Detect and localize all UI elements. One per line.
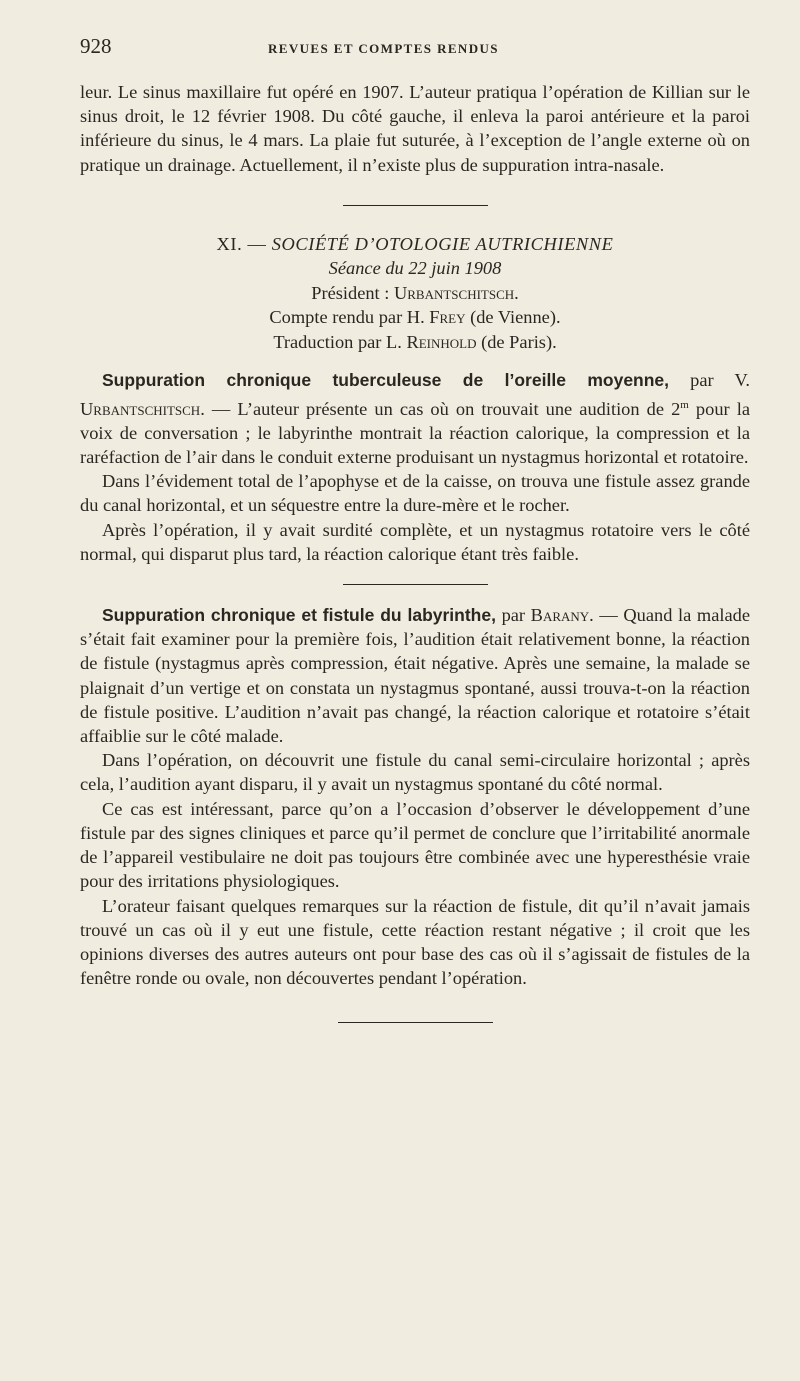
article1-p1-sup: m bbox=[680, 398, 689, 411]
article1-p1-end: pour la voix de conversation ; le labyrinthe montrait la réaction calorique, la compression et la raréfaction de l’air dans le conduit externe produisant un nystagmus horizontal et rotatoire. bbox=[80, 398, 750, 468]
compte-rendu-name: Frey bbox=[429, 307, 466, 328]
seance-date: Séance du 22 juin 1908 bbox=[328, 258, 502, 279]
article2-paragraph-1 bbox=[80, 603, 750, 748]
article1-by: par V. bbox=[669, 370, 750, 391]
section-divider bbox=[343, 205, 488, 206]
article2-paragraph-4: L’orateur faisant quelques remarques sur la réaction de fistule, dit qu’il n’avait jamais trouvé un cas où il y eut une fistule, cette réaction restant négative ; il croit que les opinions diverses des autres auteurs ont pour base des cas où il s’agissait de fistules de la fenêtre ronde ou ovale, non découvertes pendant l’opération. bbox=[80, 895, 750, 989]
traduction-name: Reinhold bbox=[406, 331, 477, 352]
article1-paragraph-2: Dans l’évidement total de l’apophyse et de la caisse, on trouva une fistule assez grande du canal horizontal, et un séquestre entre la dure-mère et le rocher. bbox=[80, 471, 750, 516]
president-line bbox=[80, 281, 750, 306]
article2-title: Suppuration chronique et fistule du labyrinthe, bbox=[102, 605, 496, 626]
article1-paragraph-3: Après l’opération, il y avait surdité complète, et un nystagmus rotatoire vers le côté normal, qui disparut plus tard, la réaction calorique étant très faible. bbox=[80, 519, 750, 564]
article-tuberculeuse bbox=[80, 368, 750, 566]
article1-paragraph-1 bbox=[80, 368, 750, 469]
traduction-line bbox=[80, 330, 750, 355]
running-header bbox=[80, 34, 750, 64]
society-header bbox=[80, 232, 750, 355]
article2-paragraph-3: Ce cas est intéressant, parce qu’on a l’occasion d’observer le développement d’une fistule par des signes cliniques et parce qu’il permet de conclure que l’irritabilité anormale de l’appareil vestibulaire ne doit pas toujours être combinée avec une hyperesthésie vraie pour des irritations physiologiques. bbox=[80, 798, 750, 892]
intro-paragraph: leur. Le sinus maxillaire fut opéré en 1907. L’auteur pratiqua l’opération de Killian sur le sinus droit, le 12 février 1908. Du côté gauche, il enleva la paroi antérieure et la paroi inférieure du sinus, le 4 mars. La plaie fut suturée, à l’exception de l’angle externe où on pratique un drainage. Actuellement, il n’existe plus de suppuration intra-nasale. bbox=[80, 82, 750, 175]
society-title bbox=[80, 232, 750, 257]
article1-p1-rest: — L’auteur présente un cas où on trouvait une audition de 2 bbox=[204, 398, 681, 419]
article2-paragraph-2: Dans l’opération, on découvrit une fistule du canal semi-circulaire horizontal ; après cela, l’audition ayant disparu, il y avait un nystagmus spontané du côté normal. bbox=[80, 750, 750, 795]
president-label: Président : bbox=[311, 282, 394, 303]
compte-rendu-line bbox=[80, 305, 750, 330]
section-divider bbox=[343, 584, 488, 585]
compte-rendu-label: Compte rendu par H. bbox=[269, 307, 430, 328]
traduction-label: Traduction par L. bbox=[273, 331, 407, 352]
traduction-place: (de Paris). bbox=[476, 331, 557, 352]
page-number: 928 bbox=[80, 34, 112, 58]
society-number: XI. — bbox=[216, 233, 272, 254]
article2-author: Barany. bbox=[530, 605, 594, 626]
compte-rendu-place: (de Vienne). bbox=[465, 307, 561, 328]
society-name: SOCIÉTÉ D’OTOLOGIE AUTRICHIENNE bbox=[271, 233, 614, 254]
article-fistule bbox=[80, 603, 750, 990]
article1-author: Urbantschitsch. bbox=[80, 398, 205, 419]
closing-divider bbox=[338, 1022, 493, 1023]
article2-p1-rest: — Quand la malade s’était fait examiner pour la première fois, l’audition était relativement bonne, la réaction de fistule (nystagmus après compression, était négative. Après une semaine, la malade se plaignait d’un vertige et on constata un nystagmus spontané, aussi trouva-t-on la réaction de fistule positive. L’audition n’avait pas changé, la réaction calorique et rotatoire s’était affaiblie sur le côté malade. bbox=[80, 605, 750, 747]
running-title: REVUES ET COMPTES RENDUS bbox=[268, 41, 499, 56]
article1-title: Suppuration chronique tuberculeuse de l’oreille moyenne, bbox=[102, 370, 670, 391]
article2-by: par bbox=[495, 605, 531, 626]
president-name: Urbantschitsch. bbox=[393, 282, 519, 303]
